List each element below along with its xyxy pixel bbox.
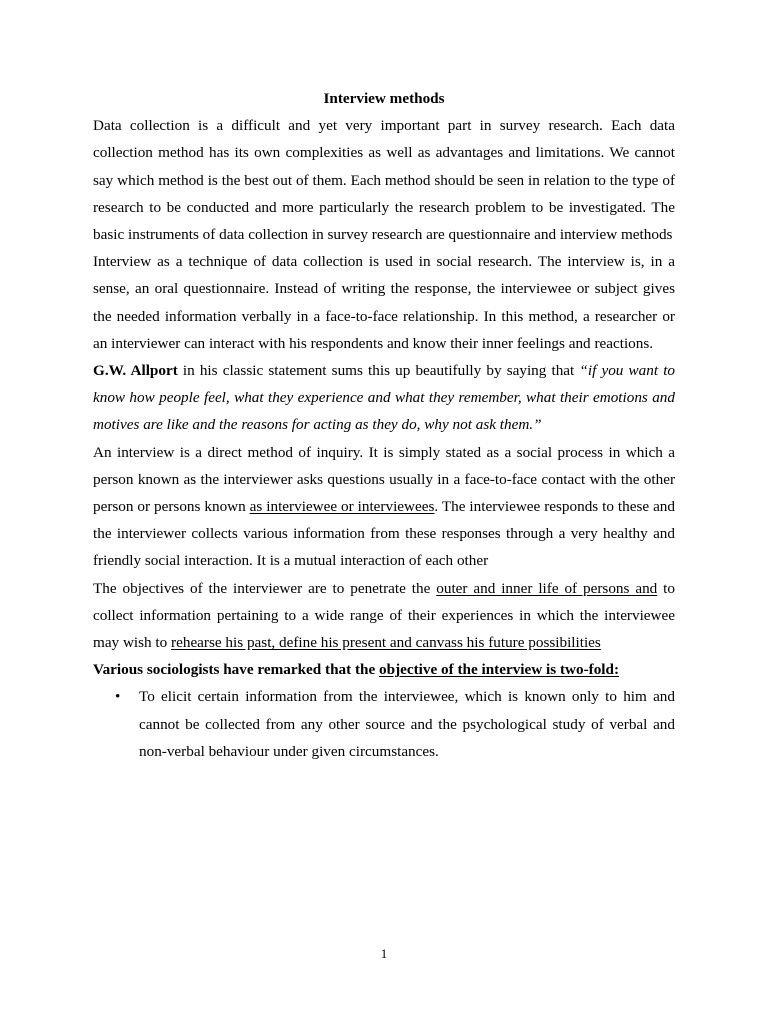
paragraph-interview-technique: Interview as a technique of data collection is used in social research. The interview is, in a sense, an oral questionnaire. Instead of writing the response, the interviewee or subject gives the needed information verbally in a face-to-face relationship. In this method, a researcher or an interviewer can interact with his respondents and know their inner feelings and reactions. [93,253,675,352]
text-span: . The interviewee responds to these and the interviewer collects various information from these responses through a very healthy and friendly social interaction. It is a mutual interaction of each other [93,498,675,570]
bullet-list [93,683,675,765]
paragraph-objectives [93,575,675,657]
underlined-two-fold: objective of the interview is two-fold: [379,661,620,679]
underlined-rehearse-past: rehearse his past, define his present and canvass his future possibilities [171,634,601,652]
author-name: G.W. Allport [93,362,178,380]
underlined-interviewees: as interviewee or interviewees [249,498,435,516]
paragraph-data-collection: Data collection is a difficult and yet very important part in survey research. Each data collection method has its own complexities as well as advantages and limitations. We cannot say which method is the best out of them. Each method should be seen in relation to the type of research to be conducted and more particularly the research problem to be investigated. The basic instruments of data collection in survey research are questionnaire and interview methods [93,117,675,244]
paragraph-direct-method [93,439,675,575]
bullet-icon: • [115,688,121,706]
text-span: An interview is a direct method of inquiry. It is simply stated as a social process in which a person known as the interviewer asks questions usually in a face-to-face contact with the other person or persons known [93,443,675,516]
page-number: 1 [380,946,388,961]
allport-quote: “if you want to know how people feel, what they experience and what they remember, what their emotions and motives are like and the reasons for acting as they do, why not ask them.” [93,362,676,434]
list-item [93,683,675,765]
paragraph-two-fold [93,656,675,683]
allport-text: in his classic statement sums this up beautifully by saying that [177,362,580,380]
text-span: The objectives of the interviewer are to penetrate the [93,579,437,597]
paragraph-allport [93,357,675,439]
text-span: Various sociologists have remarked that the [93,661,380,679]
document-title: Interview methods [323,90,445,107]
document-body [93,85,675,765]
bullet-text: To elicit certain information from the interviewee, which is known only to him and cannot be collected from any other source and the psychological study of verbal and non-verbal behaviour under given circumstances. [139,688,675,760]
underlined-outer-inner-life: outer and inner life of persons and [436,579,658,597]
text-span: to collect information pertaining to a wide range of their experiences in which the interviewee may wish to [93,579,675,652]
